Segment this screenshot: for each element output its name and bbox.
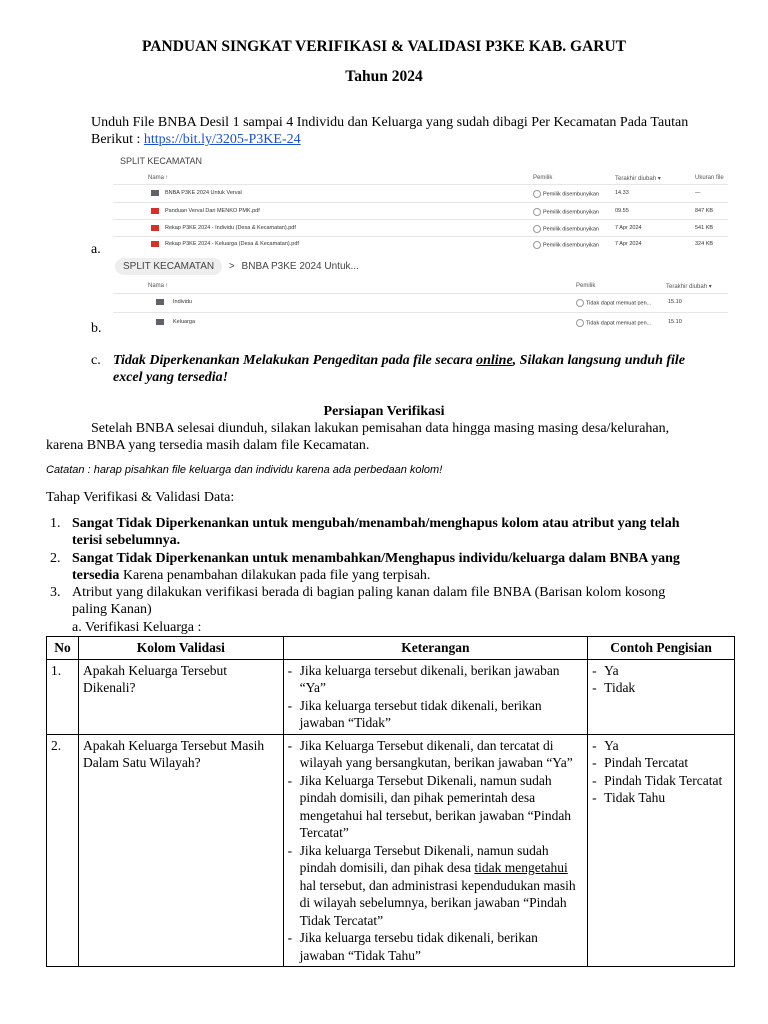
drive-screenshot-b: SPLIT KECAMATAN > BNBA P3KE 2024 Untuk... Nama ↑ Pemilik Terakhir diubah ▾ Individu Tidak dapat memuat pen... 15.10 Keluarga Tidak dapat memuat pen... 15.10: [113, 256, 728, 336]
section-heading-persiapan: Persiapan Verifikasi: [323, 404, 445, 419]
bnba-download-link[interactable]: https://bit.ly/3205-P3KE-24: [143, 132, 301, 147]
cell-keterangan: - Jika Keluarga Tersebut dikenali, dan tercatat di wilayah yang bersangkutan, berikan jawaban “Ya” - Jika Keluarga Tersebut Dikenali, namun sudah pindah domisili, dan pihak pemerintah desa mengetahui hal tersebut, berikan jawaban “Pindah Tercatat” - Jika keluarga Tersebut Dikenali, namun sudah pindah domisili, dan pihak desa tidak mengetahui hal tersebut, dan administrasi kependudukan masih di wilayah sebelumnya, berikan jawaban “Pindah Tidak Tercatat” - Jika keluarga tersebu tidak dikenali, berikan jawaban “Tidak Tahu”: [283, 734, 588, 967]
table-row: [47, 734, 735, 967]
table-header-row: [47, 637, 735, 660]
editing-warning: Tidak Diperkenankan Melakukan Pengeditan pada file secara online, Silakan langsung unduh file excel yang tersedia!: [113, 353, 686, 385]
col-modified-header: Terakhir diubah ▾: [615, 176, 661, 182]
header-no: No: [47, 637, 79, 660]
steps-heading: Tahap Verifikasi & Validasi Data:: [46, 490, 235, 505]
cell-contoh: - Ya - Pindah Tercatat - Pindah Tidak Tercatat - Tidak Tahu: [588, 734, 735, 967]
drive-screenshot-a: SPLIT KECAMATAN Nama ↑ Pemilik Terakhir diubah ▾ Ukuran file BNBA P3KE 2024 Untuk Verval Pemilik disembunyikan 14.33 — Panduan Verval Dari MENKO PMK.pdf Pemilik disembunyikan 09.55 847 KB Rekap P3KE 2024 - Individu (Desa & Kecamatan).pdf Pemilik disembunyikan 7 Apr 2024 541 KB Rekap P3KE 2024 - Keluarga (Desa & Kecamatan).pdf Pemilik disembunyikan 7 Apr 2024 324 KB: [113, 152, 728, 254]
col-owner-header: Pemilik: [576, 283, 596, 289]
sort-up-icon: ↑: [165, 175, 168, 181]
col-size-header: Ukuran file: [695, 175, 724, 181]
avatar: [576, 319, 584, 327]
document-title: PANDUAN SINGKAT VERIFIKASI & VALIDASI P3KE KAB. GARUT: [141, 38, 627, 55]
step-3-text: Atribut yang dilakukan verifikasi berada di bagian paling kanan dalam file BNBA (Barisan kolom kosong paling Kanan): [72, 585, 666, 617]
label-a: a.: [91, 242, 101, 257]
folder-icon: [151, 190, 159, 196]
step-2-text: Sangat Tidak Diperkenankan untuk menambahkan/Menghapus individu/keluarga dalam BNBA yang tersedia Karena penambahan dilakukan pada file yang terpisah.: [72, 551, 680, 583]
pdf-icon: [151, 208, 159, 214]
breadcrumb-parent[interactable]: SPLIT KECAMATAN: [115, 258, 222, 275]
intro-line2-prefix: Berikut :: [91, 132, 144, 147]
col-owner-header: Pemilik: [533, 175, 553, 181]
document-subtitle: Tahun 2024: [345, 68, 423, 85]
intro-line1: Unduh File BNBA Desil 1 sampai 4 Individu dan Keluarga yang sudah dibagi Per Kecamatan Pada Tautan: [91, 115, 689, 130]
avatar: [533, 241, 541, 249]
header-contoh: Contoh Pengisian: [588, 637, 735, 660]
col-name-header: Nama: [148, 175, 165, 181]
cell-kolom: Apakah Keluarga Tersebut Dikenali?: [78, 659, 283, 734]
step-number: 3.: [50, 585, 61, 600]
breadcrumb-current: BNBA P3KE 2024 Untuk...: [241, 261, 359, 272]
header-keterangan: Keterangan: [283, 637, 588, 660]
breadcrumb: [115, 261, 359, 272]
label-c: c.: [91, 353, 101, 368]
avatar: [576, 299, 584, 307]
col-modified-header: Terakhir diubah ▾: [666, 284, 712, 290]
verification-table: [46, 636, 735, 967]
prep-note: Catatan : harap pisahkan file keluarga dan individu karena ada perbedaan kolom!: [46, 464, 443, 476]
folder-title: SPLIT KECAMATAN: [120, 156, 203, 166]
intro-paragraph: [91, 114, 731, 148]
folder-icon: [156, 319, 164, 325]
avatar: [533, 190, 541, 198]
sort-up-icon: ↑: [165, 283, 168, 289]
folder-icon: [156, 299, 164, 305]
sub-step-a: a. Verifikasi Keluarga :: [72, 620, 202, 635]
col-name-header: Nama: [148, 283, 165, 289]
prep-paragraph: Setelah BNBA selesai diunduh, silakan lakukan pemisahan data hingga masing masing desa/kelurahan, karena BNBA yang tersedia masih dalam file Kecamatan.: [46, 421, 670, 453]
step-number: 1.: [50, 516, 61, 531]
cell-keterangan: - Jika keluarga tersebut dikenali, berikan jawaban “Ya” - Jika keluarga tersebut tidak dikenali, berikan jawaban “Tidak”: [283, 659, 588, 734]
avatar: [533, 225, 541, 233]
step-1-text: Sangat Tidak Diperkenankan untuk mengubah/menambah/menghapus kolom atau atribut yang telah terisi sebelumnya.: [72, 516, 680, 548]
cell-no: 2.: [47, 734, 79, 967]
header-kolom: Kolom Validasi: [78, 637, 283, 660]
chevron-right-icon: >: [228, 261, 235, 272]
label-b: b.: [91, 321, 102, 336]
pdf-icon: [151, 225, 159, 231]
cell-contoh: - Ya - Tidak: [588, 659, 735, 734]
cell-kolom: Apakah Keluarga Tersebut Masih Dalam Satu Wilayah?: [78, 734, 283, 967]
cell-no: 1.: [47, 659, 79, 734]
avatar: [533, 208, 541, 216]
table-row: [47, 659, 735, 734]
step-number: 2.: [50, 551, 61, 566]
pdf-icon: [151, 241, 159, 247]
